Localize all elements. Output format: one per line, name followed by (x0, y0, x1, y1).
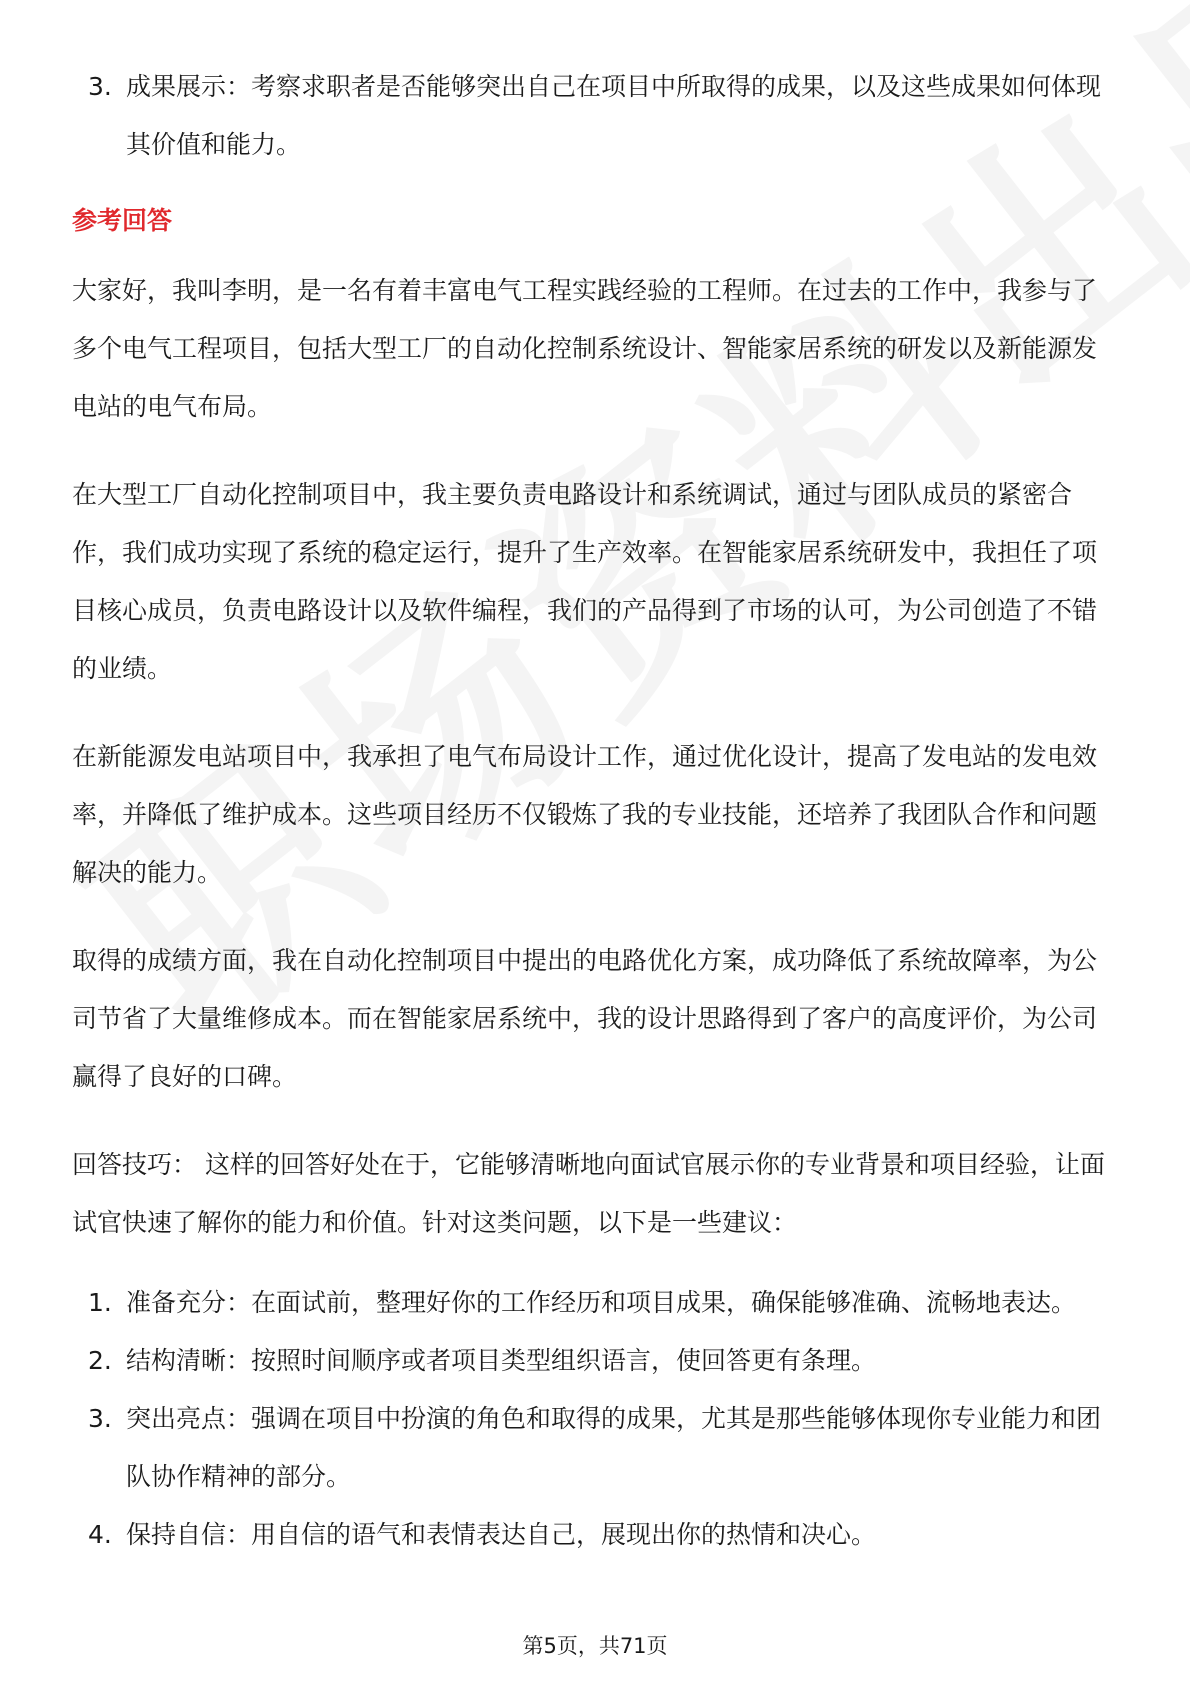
list-number: 2. (88, 1346, 112, 1375)
list-text: 结构清晰：按照时间顺序或者项目类型组织语言，使回答更有条理。 (126, 1346, 877, 1375)
list-item (72, 1390, 1118, 1506)
list-text: 保持自信：用自信的语气和表情表达自己，展现出你的热情和决心。 (126, 1520, 877, 1549)
list-item (72, 1274, 1118, 1332)
list-text: 成果展示：考察求职者是否能够突出自己在项目中所取得的成果，以及这些成果如何体现其价值和能力。 (126, 72, 1102, 159)
answer-paragraph: 在大型工厂自动化控制项目中，我主要负责电路设计和系统调试，通过与团队成员的紧密合作，我们成功实现了系统的稳定运行，提升了生产效率。在智能家居系统研发中，我担任了项目核心成员，负责电路设计以及软件编程，我们的产品得到了市场的认可，为公司创造了不错的业绩。 (72, 480, 1098, 683)
list-item (72, 1506, 1118, 1564)
criteria-list (72, 58, 1118, 174)
section-heading: 参考回答 (72, 206, 173, 235)
list-number: 3. (88, 1404, 112, 1433)
answer-paragraph: 取得的成绩方面，我在自动化控制项目中提出的电路优化方案，成功降低了系统故障率，为公司节省了大量维修成本。而在智能家居系统中，我的设计思路得到了客户的高度评价，为公司赢得了良好的口碑。 (72, 946, 1098, 1091)
page-content (72, 58, 1118, 1564)
list-text: 准备充分：在面试前，整理好你的工作经历和项目成果，确保能够准确、流畅地表达。 (126, 1288, 1077, 1317)
list-item (72, 1332, 1118, 1390)
answer-paragraph: 大家好，我叫李明，是一名有着丰富电气工程实践经验的工程师。在过去的工作中，我参与了多个电气工程项目，包括大型工厂的自动化控制系统设计、智能家居系统的研发以及新能源发电站的电气布局。 (72, 276, 1098, 421)
answer-paragraph: 在新能源发电站项目中，我承担了电气布局设计工作，通过优化设计，提高了发电站的发电效率，并降低了维护成本。这些项目经历不仅锻炼了我的专业技能，还培养了我团队合作和问题解决的能力。 (72, 742, 1098, 887)
list-number: 3. (88, 72, 112, 101)
list-item (72, 58, 1118, 174)
page-footer: 第5页，共71页 (522, 1634, 668, 1658)
list-number: 1. (88, 1288, 112, 1317)
tips-list (72, 1274, 1118, 1564)
list-number: 4. (88, 1520, 112, 1549)
tips-intro-paragraph: 回答技巧： 这样的回答好处在于，它能够清晰地向面试官展示你的专业背景和项目经验，让面试官快速了解你的能力和价值。针对这类问题，以下是一些建议： (72, 1150, 1105, 1237)
list-text: 突出亮点：强调在项目中扮演的角色和取得的成果，尤其是那些能够体现你专业能力和团队协作精神的部分。 (126, 1404, 1102, 1491)
